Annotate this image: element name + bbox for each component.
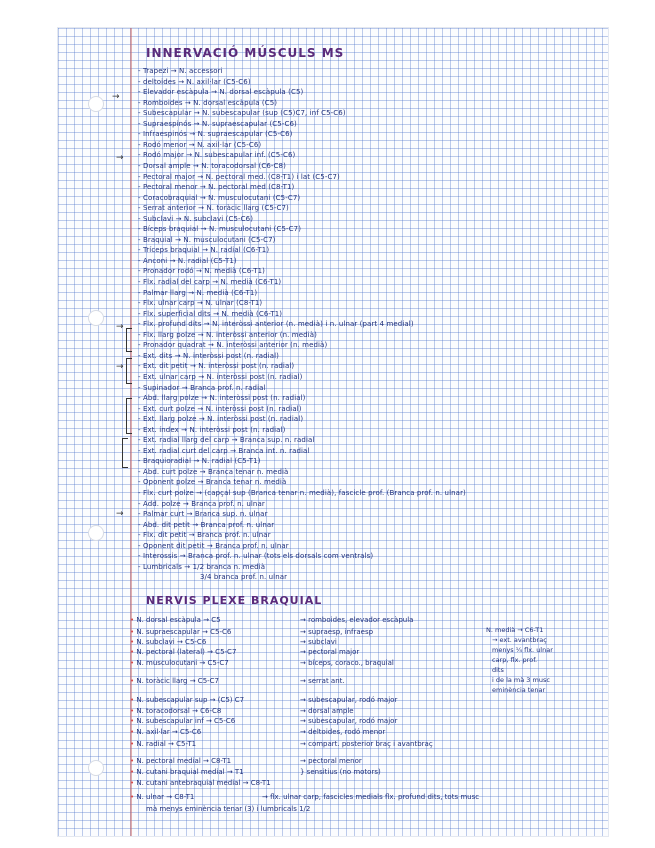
nerve-name: N. dorsal escàpula → C5 [136, 616, 221, 624]
nerve-name: N. pectoral medial → C8-T1 [136, 757, 232, 765]
muscle-line: - Ext. ulnar carp → N. interòssi post (n. radial) [138, 372, 303, 381]
median-note-line: i de la mà 3 musc [492, 676, 550, 684]
muscle-line: - Ext. radial curt del carp → Branca int. n. radial [138, 446, 310, 455]
muscle-line: - Subescapular → N. subescapular (sup (C5)C7, inf C5-C6) [138, 109, 346, 118]
nerve-target-line: → serrat ant. [300, 677, 345, 685]
muscle-line: - Romboides → N. dorsal escàpula (C5) [138, 98, 278, 107]
bullet-icon: • [130, 648, 137, 656]
bullet-icon: • [130, 696, 137, 704]
bullet-icon: • [130, 638, 137, 646]
nerve-root-line [130, 779, 271, 788]
nerve-name: N. axil·lar → C5-C6 [136, 728, 202, 736]
median-note-line: → ext. avantbraç [492, 636, 547, 644]
nerve-name: N. subescapular inf → C5-C6 [136, 717, 236, 725]
muscle-line: - Coracobraquial → N. musculocutani (C5-C7) [138, 193, 301, 202]
muscle-line: - Ext. llarg polze → N. interòssi post (n. radial) [138, 415, 304, 424]
bullet-icon: • [130, 677, 137, 685]
nerve-root-line [130, 696, 244, 705]
muscle-line: - Oponent polze → Branca tenar n. medià [138, 478, 287, 487]
bullet-icon: • [130, 659, 137, 667]
nerve-target-line: } sensitius (no motors) [300, 768, 381, 776]
nerve-root-line [130, 638, 206, 647]
muscle-line: - Flx. llarg polze → N. interòssi anterior (n. medià) [138, 330, 317, 339]
nerve-root-line [130, 757, 231, 766]
muscle-line: - Pronador rodó → N. medià (C6-T1) [138, 267, 265, 276]
muscle-line: - Palmar curt → Branca sup. n. ulnar [138, 510, 268, 519]
median-note-line: carp, flx. prof. [492, 656, 538, 664]
punch-hole [88, 760, 104, 776]
median-note-line: dits [492, 666, 504, 674]
nerve-name: N. subclavi → C5-C6 [136, 638, 207, 646]
muscle-line: - Flx. ulnar carp → N. ulnar (C8-T1) [138, 299, 263, 308]
bullet-icon: • [130, 757, 137, 765]
muscle-line: - Rodó menor → N. axil·lar (C5-C6) [138, 140, 262, 149]
arrow-mark-icon: → [116, 322, 124, 332]
nerve-name: N. musculocutani → C5-C7 [136, 659, 229, 667]
muscle-line: - Dorsal ample → N. toracodorsal (C6-C8) [138, 161, 286, 170]
bullet-icon: • [130, 768, 137, 776]
nerve-target-line: → flx. ulnar carp, fascicles medials flx. profund dits, tots musc [262, 793, 480, 801]
nerve-name: N. cutani antebraquial medial → C8-T1 [136, 779, 271, 787]
nerve-name: N. supraescapular → C5-C6 [136, 628, 232, 636]
bullet-icon: • [130, 728, 137, 736]
bracket-mark [126, 398, 132, 434]
muscle-line: - Ext. dits → N. interòssi post (n. radial) [138, 351, 279, 360]
muscle-line: - Flx. curt polze → (capçal sup (Branca tenar n. medià), fascicle prof. (Branca prof. n. ulnar) [138, 489, 466, 497]
nerve-name: N. toracodorsal → C6-C8 [136, 707, 222, 715]
arrow-mark-icon: → [116, 153, 124, 163]
nerve-target-line: → subescapular, rodó major [300, 717, 398, 725]
muscle-line: - Supraespinós → N. supraescapular (C5-C6) [138, 119, 297, 128]
nerve-name: N. subescapular sup → (C5) C7 [136, 696, 245, 704]
nerve-root-line [130, 628, 231, 637]
muscle-line: - Pronador quadrat → N. interòssi anterior (n. medià) [138, 341, 328, 350]
muscle-line: - Bíceps braquial → N. musculocutani (C5-C7) [138, 225, 302, 234]
muscle-line: - Lumbricals → 1/2 branca n. medià [138, 562, 266, 571]
muscle-line: - Flx. radial del carp → N. medià (C6-T1) [138, 278, 282, 286]
muscle-line: - Oponent dit petit → Branca prof. n. ulnar [138, 541, 289, 550]
muscle-line: - Add. polze → Branca prof. n. ulnar [138, 499, 265, 508]
nerve-root-line [130, 659, 229, 668]
nerve-root-line [130, 648, 236, 657]
muscle-line: - Pectoral menor → N. pectoral med (C8-T1) [138, 183, 295, 192]
page-title: INNERVACIÓ MÚSCULS MS [146, 46, 345, 60]
nerve-target-line: → compart. posterior braç i avantbraç [300, 740, 433, 748]
muscle-line: - Flx. superficial dits → N. medià (C6-T1) [138, 309, 283, 318]
nerve-root-line [130, 707, 221, 716]
nerve-name: N. ulnar → C8-T1 [136, 793, 195, 801]
section-title: NERVIS PLEXE BRAQUIAL [146, 594, 323, 607]
bullet-icon: • [130, 616, 137, 624]
muscle-line: - Ext. dit petit → N. interòssi post (n. radial) [138, 362, 295, 371]
bullet-icon: • [130, 793, 137, 801]
median-note-line: eminència tenar [492, 686, 546, 694]
punch-hole [88, 525, 104, 541]
muscle-line: - Infraespinós → N. supraescapular (C5-C6) [138, 130, 293, 139]
nerve-root-line [130, 616, 221, 625]
muscle-line: - Flx. profund dits → N. interòssi anterior (n. medià) i n. ulnar (part 4 medial) [138, 320, 414, 329]
muscle-line: - deltoides → N. axil·lar (C5-C6) [138, 77, 251, 86]
muscle-line: - Trapezi → N. accessori [138, 67, 223, 75]
nerve-root-line [130, 728, 201, 737]
nerve-target-line: → deltoides, rodó menor [300, 728, 386, 736]
nerve-name: N. pectoral (lateral) → C5-C7 [136, 648, 237, 656]
muscle-line: 3/4 branca prof. n. ulnar [200, 573, 288, 582]
nerve-target-line: → subclavi [300, 638, 337, 646]
muscle-line: - Ext. radial llarg del carp → Branca sup. n. radial [138, 436, 315, 445]
muscle-line: - Abd. dit petit → Branca prof. n. ulnar [138, 520, 275, 529]
bullet-icon: • [130, 740, 137, 748]
nerve-target-line: mà menys eminència tenar (3) i lumbricals 1/2 [146, 805, 311, 813]
nerve-name: N. cutani braquial medial → T1 [136, 768, 244, 776]
nerve-root-line [130, 768, 244, 777]
muscle-line: - Supinador → Branca prof. n. radial [138, 383, 266, 392]
nerve-name: N. radial → C5-T1 [136, 740, 197, 748]
bracket-mark [126, 328, 132, 352]
nerve-target-line: → dorsal ample [300, 707, 354, 715]
nerve-target-line: → bíceps, coraco., braquial [300, 659, 394, 667]
muscle-line: - Flx. dit petit → Branca prof. n. ulnar [138, 531, 271, 540]
nerve-target-line: → pectoral menor [300, 757, 362, 765]
nerve-target-line: → supraesp, infraesp [300, 628, 374, 636]
nerve-root-line [130, 717, 235, 726]
muscle-line: - Palmar llarg → N. medià (C6-T1) [138, 288, 258, 297]
nerve-target-line: → romboides, elevador escàpula [300, 616, 414, 624]
muscle-line: - Tríceps braquial → N. radial (C6-T1) [138, 246, 270, 255]
bullet-icon: • [130, 717, 137, 725]
nerve-name: N. toràcic llarg → C5-C7 [136, 677, 220, 685]
nerve-root-line [130, 740, 196, 749]
nerve-target-line: → pectoral major [300, 648, 360, 656]
muscle-line: - Elevador escàpula → N. dorsal escàpula (C5) [138, 88, 304, 97]
muscle-line: - Interossis → Branca prof. n. ulnar (tots els dorsals com ventrals) [138, 552, 374, 561]
bullet-icon: • [130, 779, 137, 787]
muscle-line: - Braquial → N. musculocutani (C5-C7) [138, 235, 276, 244]
nerve-root-line [130, 793, 194, 802]
punch-hole [88, 310, 104, 326]
muscle-line: - Subclavi → N. subclavi (C5-C6) [138, 214, 254, 223]
median-note-line: menys ¼ flx. ulnar [492, 646, 553, 654]
muscle-line: - Ext. curt polze → N. interòssi post (n. radial) [138, 404, 302, 413]
bullet-icon: • [130, 707, 137, 715]
muscle-line: - Abd. llarg polze → N. interòssi post (n. radial) [138, 394, 306, 403]
muscle-line: - Pectoral major → N. pectoral med. (C8-T1) i lat (C5-C7) [138, 172, 340, 181]
nerve-target-line: → subescapular, rodó major [300, 696, 398, 704]
arrow-mark-icon: → [112, 92, 120, 102]
muscle-line: - Serrat anterior → N. toràcic llarg (C5-C7) [138, 204, 289, 213]
muscle-line: - Braquioradial → N. radial (C5-T1) [138, 457, 261, 466]
bracket-mark [122, 438, 128, 468]
muscle-line: - Rodó major → N. subescapular inf. (C5-C6) [138, 151, 296, 160]
muscle-line: - Anconi → N. radial (C5-T1) [138, 256, 237, 265]
muscle-line: - Abd. curt polze → Branca tenar n. medià [138, 467, 289, 476]
bracket-mark [126, 358, 132, 384]
arrow-mark-icon: → [116, 509, 124, 519]
nerve-root-line [130, 677, 219, 686]
median-note-line: N. medià → C6-T1 [486, 626, 544, 634]
bullet-icon: • [130, 628, 137, 636]
punch-hole [88, 96, 104, 112]
muscle-line: - Ext. índex → N. interòssi post (n. radial) [138, 425, 286, 434]
arrow-mark-icon: → [116, 362, 124, 372]
